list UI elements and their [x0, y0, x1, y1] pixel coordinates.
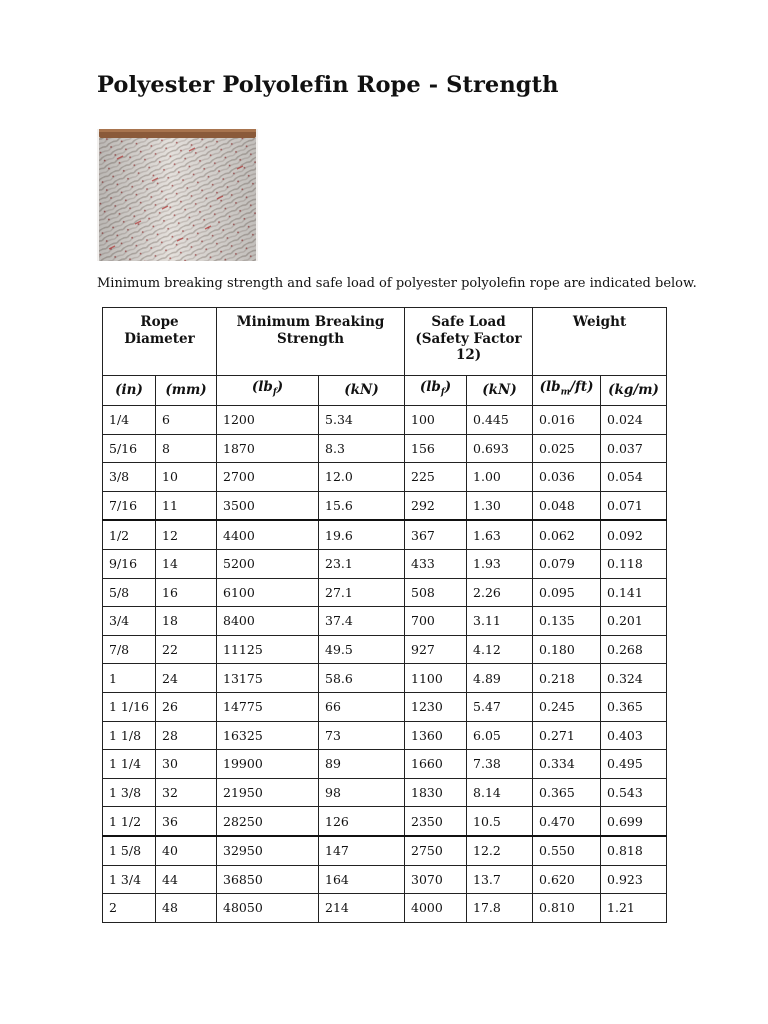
table-row [103, 578, 667, 607]
table-cell: 19.6 [319, 520, 405, 549]
table-cell: 6100 [217, 578, 319, 607]
table-cell: 1/4 [103, 406, 156, 435]
table-cell: 4.12 [467, 635, 533, 664]
table-cell: 292 [405, 491, 467, 520]
table-cell: 0.699 [601, 807, 667, 836]
table-cell: 0.470 [533, 807, 601, 836]
header-minimum-breaking-strength: Minimum Breaking Strength [217, 308, 405, 376]
table-cell: 1 5/8 [103, 836, 156, 865]
table-cell: 1660 [405, 750, 467, 779]
table-cell: 5.47 [467, 692, 533, 721]
table-cell: 0.818 [601, 836, 667, 865]
table-cell: 0.324 [601, 664, 667, 693]
table-cell: 7/8 [103, 635, 156, 664]
table-row [103, 721, 667, 750]
table-cell: 2750 [405, 836, 467, 865]
table-cell: 14 [156, 549, 217, 578]
table-cell: 24 [156, 664, 217, 693]
intro-text: Minimum breaking strength and safe load of polyester polyolefin rope are indicated below. [97, 276, 697, 291]
table-cell: 0.403 [601, 721, 667, 750]
table-cell: 0.201 [601, 607, 667, 636]
table-cell: 2.26 [467, 578, 533, 607]
table-cell: 2700 [217, 463, 319, 492]
table-cell: 9/16 [103, 549, 156, 578]
table-cell: 0.016 [533, 406, 601, 435]
table-cell: 8 [156, 434, 217, 463]
table-cell: 1360 [405, 721, 467, 750]
table-cell: 0.620 [533, 865, 601, 894]
table-row [103, 406, 667, 435]
table-cell: 13175 [217, 664, 319, 693]
table-cell: 1 1/8 [103, 721, 156, 750]
table-cell: 58.6 [319, 664, 405, 693]
table-cell: 1 [103, 664, 156, 693]
table-cell: 0.268 [601, 635, 667, 664]
table-cell: 26 [156, 692, 217, 721]
unit-lbm-ft: $(lb_m/ft)$ [533, 376, 601, 406]
table-cell: 32 [156, 778, 217, 807]
table-cell: 12.0 [319, 463, 405, 492]
table-cell: 164 [319, 865, 405, 894]
table-row [103, 520, 667, 549]
rope-strength-table [102, 307, 667, 923]
table-cell: 0.245 [533, 692, 601, 721]
table-cell: 433 [405, 549, 467, 578]
table-row [103, 434, 667, 463]
table-cell: 1200 [217, 406, 319, 435]
table-cell: 37.4 [319, 607, 405, 636]
table-cell: 1870 [217, 434, 319, 463]
table-cell: 4400 [217, 520, 319, 549]
table-cell: 16 [156, 578, 217, 607]
table-cell: 0.693 [467, 434, 533, 463]
table-cell: 11 [156, 491, 217, 520]
table-cell: 14775 [217, 692, 319, 721]
table-cell: 126 [319, 807, 405, 836]
table-cell: 36850 [217, 865, 319, 894]
table-row [103, 491, 667, 520]
table-cell: 0.048 [533, 491, 601, 520]
table-cell: 30 [156, 750, 217, 779]
table-cell: 0.550 [533, 836, 601, 865]
table-cell: 0.024 [601, 406, 667, 435]
table-cell: 367 [405, 520, 467, 549]
table-cell: 100 [405, 406, 467, 435]
table-cell: 1100 [405, 664, 467, 693]
table-row [103, 807, 667, 836]
table-row [103, 894, 667, 923]
table-cell: 4000 [405, 894, 467, 923]
table-cell: 17.8 [467, 894, 533, 923]
table-cell: 0.334 [533, 750, 601, 779]
table-cell: 1.63 [467, 520, 533, 549]
header-rope-diameter: Rope Diameter [103, 308, 217, 376]
unit-kn-strength: (kN) [319, 376, 405, 406]
table-cell: 19900 [217, 750, 319, 779]
table-cell: 12.2 [467, 836, 533, 865]
table-cell: 11125 [217, 635, 319, 664]
table-cell: 48 [156, 894, 217, 923]
table-row [103, 778, 667, 807]
table-cell: 22 [156, 635, 217, 664]
table-cell: 73 [319, 721, 405, 750]
table-cell: 2 [103, 894, 156, 923]
unit-in: (in) [103, 376, 156, 406]
table-cell: 3500 [217, 491, 319, 520]
table-cell: 16325 [217, 721, 319, 750]
table-cell: 1 1/2 [103, 807, 156, 836]
table-cell: 1.00 [467, 463, 533, 492]
table-row [103, 463, 667, 492]
table-cell: 15.6 [319, 491, 405, 520]
table-cell: 3/4 [103, 607, 156, 636]
table-cell: 10 [156, 463, 217, 492]
table-cell: 0.036 [533, 463, 601, 492]
table-cell: 0.079 [533, 549, 601, 578]
table-cell: 1230 [405, 692, 467, 721]
table-cell: 1 1/4 [103, 750, 156, 779]
table-cell: 0.054 [601, 463, 667, 492]
table-row [103, 664, 667, 693]
table-cell: 44 [156, 865, 217, 894]
unit-mm: (mm) [156, 376, 217, 406]
table-cell: 0.271 [533, 721, 601, 750]
table-cell: 0.141 [601, 578, 667, 607]
rope-spool-image [97, 129, 258, 261]
unit-lbf-load: $(lb_f)$ [405, 376, 467, 406]
table-cell: 0.071 [601, 491, 667, 520]
table-cell: 0.135 [533, 607, 601, 636]
table-cell: 12 [156, 520, 217, 549]
table-cell: 27.1 [319, 578, 405, 607]
table-cell: 0.365 [601, 692, 667, 721]
table-cell: 7.38 [467, 750, 533, 779]
table-cell: 1 3/8 [103, 778, 156, 807]
table-cell: 0.445 [467, 406, 533, 435]
table-cell: 0.495 [601, 750, 667, 779]
table-cell: 0.365 [533, 778, 601, 807]
table-cell: 700 [405, 607, 467, 636]
table-cell: 5/16 [103, 434, 156, 463]
table-cell: 927 [405, 635, 467, 664]
table-cell: 36 [156, 807, 217, 836]
table-cell: 0.062 [533, 520, 601, 549]
table-cell: 5/8 [103, 578, 156, 607]
table-cell: 3.11 [467, 607, 533, 636]
table-cell: 66 [319, 692, 405, 721]
table-cell: 98 [319, 778, 405, 807]
table-cell: 7/16 [103, 491, 156, 520]
table-row [103, 836, 667, 865]
table-cell: 1830 [405, 778, 467, 807]
page-title: Polyester Polyolefin Rope - Strength [97, 72, 559, 98]
table-row [103, 549, 667, 578]
table-cell: 8.3 [319, 434, 405, 463]
table-cell: 508 [405, 578, 467, 607]
table-cell: 0.025 [533, 434, 601, 463]
table-cell: 21950 [217, 778, 319, 807]
table-cell: 1.21 [601, 894, 667, 923]
table-cell: 13.7 [467, 865, 533, 894]
table-cell: 147 [319, 836, 405, 865]
unit-kn-load: (kN) [467, 376, 533, 406]
table-cell: 23.1 [319, 549, 405, 578]
table-cell: 0.037 [601, 434, 667, 463]
table-cell: 1/2 [103, 520, 156, 549]
table-cell: 1 1/16 [103, 692, 156, 721]
table-cell: 28 [156, 721, 217, 750]
table-cell: 32950 [217, 836, 319, 865]
table-cell: 3070 [405, 865, 467, 894]
table-row [103, 750, 667, 779]
table-cell: 0.543 [601, 778, 667, 807]
table-row [103, 865, 667, 894]
header-safe-load: Safe Load (Safety Factor 12) [405, 308, 533, 376]
table-cell: 0.092 [601, 520, 667, 549]
table-cell: 28250 [217, 807, 319, 836]
table-cell: 18 [156, 607, 217, 636]
table-cell: 1.30 [467, 491, 533, 520]
table-cell: 10.5 [467, 807, 533, 836]
table-cell: 48050 [217, 894, 319, 923]
table-cell: 89 [319, 750, 405, 779]
table-cell: 8.14 [467, 778, 533, 807]
table-cell: 6 [156, 406, 217, 435]
table-cell: 5.34 [319, 406, 405, 435]
table-cell: 156 [405, 434, 467, 463]
unit-kg-m: (kg/m) [601, 376, 667, 406]
table-cell: 8400 [217, 607, 319, 636]
table-cell: 0.095 [533, 578, 601, 607]
table-cell: 2350 [405, 807, 467, 836]
table-cell: 0.180 [533, 635, 601, 664]
table-cell: 3/8 [103, 463, 156, 492]
table-cell: 0.118 [601, 549, 667, 578]
table-row [103, 635, 667, 664]
table-cell: 0.923 [601, 865, 667, 894]
header-weight: Weight [533, 308, 667, 376]
table-cell: 6.05 [467, 721, 533, 750]
table-cell: 0.810 [533, 894, 601, 923]
table-cell: 0.218 [533, 664, 601, 693]
table-cell: 1.93 [467, 549, 533, 578]
table-cell: 4.89 [467, 664, 533, 693]
table-cell: 40 [156, 836, 217, 865]
unit-lbf-strength: $(lb_f)$ [217, 376, 319, 406]
table-cell: 214 [319, 894, 405, 923]
table-row [103, 607, 667, 636]
table-cell: 49.5 [319, 635, 405, 664]
table-cell: 225 [405, 463, 467, 492]
table-cell: 1 3/4 [103, 865, 156, 894]
table-row [103, 692, 667, 721]
table-cell: 5200 [217, 549, 319, 578]
